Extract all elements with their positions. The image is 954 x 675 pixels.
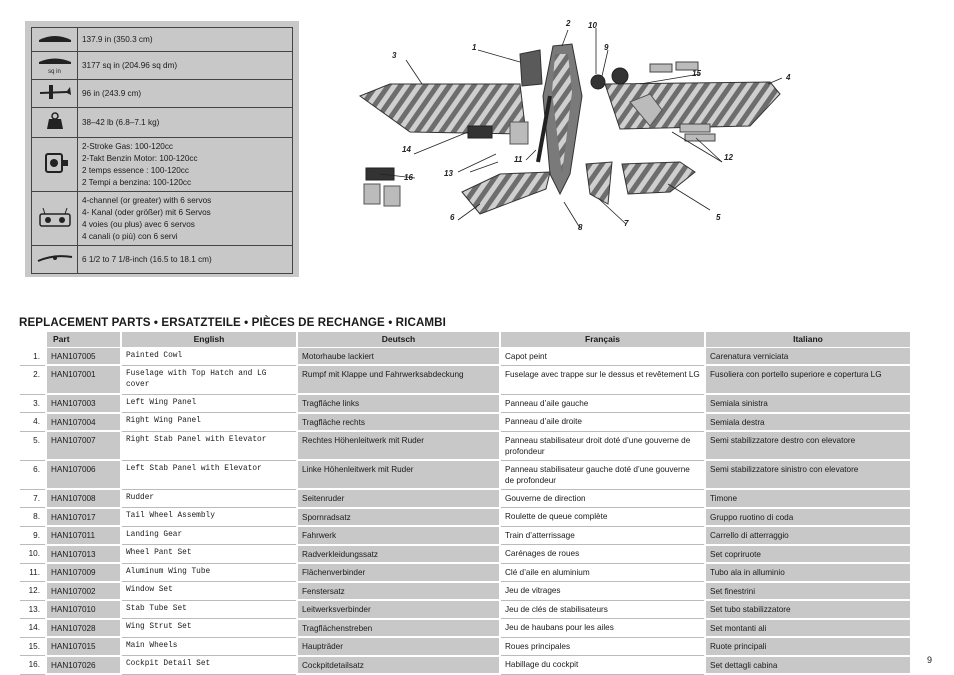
italiano-name: Set copriruote — [705, 545, 911, 564]
spec-line: 6 1/2 to 7 1/8-inch (16.5 to 18.1 cm) — [82, 254, 212, 264]
spec-table — [31, 27, 293, 274]
part-number: HAN107002 — [46, 582, 121, 601]
row-number: 4. — [20, 413, 46, 432]
wingspan-icon — [32, 28, 78, 52]
francais-name: Panneau d’aile droite — [500, 413, 705, 432]
italiano-name: Semiala destra — [705, 413, 911, 432]
part-number: HAN107011 — [46, 526, 121, 545]
table-row — [20, 619, 911, 638]
english-name: Right Stab Panel with Elevator — [121, 431, 297, 460]
spec-value — [78, 108, 293, 138]
replacement-parts-table — [20, 332, 912, 675]
part-number: HAN107005 — [46, 347, 121, 365]
rudder-shape — [586, 162, 612, 204]
deutsch-name: Tragfläche rechts — [297, 413, 500, 432]
francais-name: Panneau d’aile gauche — [500, 394, 705, 413]
francais-name: Gouverne de direction — [500, 489, 705, 508]
english-name: Left Wing Panel — [121, 394, 297, 413]
callout-4: 4 — [786, 73, 791, 82]
header-part: Part — [46, 332, 121, 347]
spec-row — [32, 246, 293, 274]
deutsch-name: Seitenruder — [297, 489, 500, 508]
italiano-name: Set dettagli cabina — [705, 656, 911, 675]
spec-row — [32, 192, 293, 246]
row-number: 1. — [20, 347, 46, 365]
spec-row — [32, 138, 293, 192]
table-header-row — [20, 332, 911, 347]
header-number — [20, 332, 46, 347]
row-number: 15. — [20, 637, 46, 656]
english-name: Fuselage with Top Hatch and LG cover — [121, 365, 297, 394]
part-number: HAN107028 — [46, 619, 121, 638]
callout-16: 16 — [404, 173, 413, 182]
row-number: 6. — [20, 460, 46, 489]
row-number: 13. — [20, 600, 46, 619]
spec-line: 3177 sq in (204.96 sq dm) — [82, 60, 178, 70]
table-row — [20, 431, 911, 460]
table-row — [20, 394, 911, 413]
wing-area-icon — [32, 52, 78, 80]
francais-name: Roues principales — [500, 637, 705, 656]
callout-9: 9 — [604, 43, 609, 52]
engine-icon — [32, 138, 78, 192]
spec-line: 4- Kanal (oder größer) mit 6 Servos — [82, 207, 211, 217]
italiano-name: Ruote principali — [705, 637, 911, 656]
callout-2: 2 — [566, 19, 571, 28]
table-row — [20, 600, 911, 619]
spec-line: 38–42 lb (6.8–7.1 kg) — [82, 117, 160, 127]
part-number: HAN107010 — [46, 600, 121, 619]
francais-name: Carénages de roues — [500, 545, 705, 564]
table-row — [20, 460, 911, 489]
italiano-name: Carrello di atterraggio — [705, 526, 911, 545]
italiano-name: Carenatura verniciata — [705, 347, 911, 365]
deutsch-name: Flächenverbinder — [297, 563, 500, 582]
length-icon — [32, 80, 78, 108]
francais-name: Jeu de clés de stabilisateurs — [500, 600, 705, 619]
table-row — [20, 656, 911, 675]
spec-box — [25, 21, 299, 277]
italiano-name: Set tubo stabilizzatore — [705, 600, 911, 619]
deutsch-name: Rechtes Höhenleitwerk mit Ruder — [297, 431, 500, 460]
english-name: Rudder — [121, 489, 297, 508]
spec-line: 4 voies (ou plus) avec 6 servos — [82, 219, 195, 229]
callout-10: 10 — [588, 21, 597, 30]
italiano-name: Gruppo ruotino di coda — [705, 508, 911, 527]
italiano-name: Set montanti ali — [705, 619, 911, 638]
callout-6: 6 — [450, 213, 455, 222]
table-row — [20, 347, 911, 365]
italiano-name: Fusoliera con portello superiore e copertura LG — [705, 365, 911, 394]
spec-row — [32, 80, 293, 108]
francais-name: Jeu de vitrages — [500, 582, 705, 601]
spec-value — [78, 246, 293, 274]
italiano-name: Semi stabilizzatore destro con elevatore — [705, 431, 911, 460]
radio-icon — [32, 192, 78, 246]
spec-line: 4-channel (or greater) with 6 servos — [82, 195, 212, 205]
part-number: HAN107009 — [46, 563, 121, 582]
spec-line: 4 canali (o più) con 6 servi — [82, 231, 178, 241]
part-number: HAN107013 — [46, 545, 121, 564]
row-number: 16. — [20, 656, 46, 675]
header-deutsch: Deutsch — [297, 332, 500, 347]
italiano-name: Timone — [705, 489, 911, 508]
table-row — [20, 508, 911, 527]
deutsch-name: Leitwerksverbinder — [297, 600, 500, 619]
english-name: Right Wing Panel — [121, 413, 297, 432]
row-number: 2. — [20, 365, 46, 394]
francais-name: Roulette de queue complète — [500, 508, 705, 527]
left-wing-shape — [360, 84, 526, 134]
italiano-name: Tubo ala in alluminio — [705, 563, 911, 582]
prop-icon — [32, 246, 78, 274]
francais-name: Jeu de haubans pour les ailes — [500, 619, 705, 638]
callout-12: 12 — [724, 153, 733, 162]
row-number: 11. — [20, 563, 46, 582]
spec-row — [32, 108, 293, 138]
spec-value — [78, 28, 293, 52]
italiano-name: Semi stabilizzatore sinistro con elevatore — [705, 460, 911, 489]
table-row — [20, 637, 911, 656]
spec-line: 2 Tempi a benzina: 100-120cc — [82, 177, 192, 187]
francais-name: Habillage du cockpit — [500, 656, 705, 675]
header-english: English — [121, 332, 297, 347]
spec-line: 2 temps essence : 100-120cc — [82, 165, 189, 175]
header-italiano: Italiano — [705, 332, 911, 347]
row-number: 7. — [20, 489, 46, 508]
deutsch-name: Haupträder — [297, 637, 500, 656]
callout-1: 1 — [472, 43, 477, 52]
deutsch-name: Fenstersatz — [297, 582, 500, 601]
table-row — [20, 545, 911, 564]
part-number: HAN107017 — [46, 508, 121, 527]
spec-value — [78, 192, 293, 246]
english-name: Tail Wheel Assembly — [121, 508, 297, 527]
callout-7: 7 — [624, 219, 629, 228]
english-name: Window Set — [121, 582, 297, 601]
english-name: Landing Gear — [121, 526, 297, 545]
callout-13: 13 — [444, 169, 453, 178]
row-number: 10. — [20, 545, 46, 564]
section-title: REPLACEMENT PARTS • ERSATZTEILE • PIÈCES DE RECHANGE • RICAMBI — [19, 316, 446, 329]
part-number: HAN107004 — [46, 413, 121, 432]
deutsch-name: Rumpf mit Klappe und Fahrwerksabdeckung — [297, 365, 500, 394]
deutsch-name: Fahrwerk — [297, 526, 500, 545]
deutsch-name: Linke Höhenleitwerk mit Ruder — [297, 460, 500, 489]
row-number: 3. — [20, 394, 46, 413]
francais-name: Train d’atterrissage — [500, 526, 705, 545]
english-name: Cockpit Detail Set — [121, 656, 297, 675]
italiano-name: Semiala sinistra — [705, 394, 911, 413]
spec-line: 96 in (243.9 cm) — [82, 88, 142, 98]
header-francais: Français — [500, 332, 705, 347]
english-name: Stab Tube Set — [121, 600, 297, 619]
english-name: Main Wheels — [121, 637, 297, 656]
part-number: HAN107001 — [46, 365, 121, 394]
table-row — [20, 365, 911, 394]
spec-line: 2-Takt Benzin Motor: 100-120cc — [82, 153, 198, 163]
wing-strut-shape — [468, 126, 492, 138]
callout-3: 3 — [392, 51, 397, 60]
english-name: Wheel Pant Set — [121, 545, 297, 564]
spec-value — [78, 52, 293, 80]
page-number: 9 — [927, 655, 933, 665]
callout-11: 11 — [514, 155, 523, 164]
english-name: Left Stab Panel with Elevator — [121, 460, 297, 489]
english-name: Wing Strut Set — [121, 619, 297, 638]
row-number: 12. — [20, 582, 46, 601]
italiano-name: Set finestrini — [705, 582, 911, 601]
callout-8: 8 — [578, 223, 583, 232]
francais-name: Clé d’aile en aluminium — [500, 563, 705, 582]
exploded-parts-diagram — [350, 14, 800, 246]
right-wing-shape — [605, 82, 780, 129]
main-wheel-shape — [612, 68, 628, 84]
part-number: HAN107003 — [46, 394, 121, 413]
spec-value — [78, 80, 293, 108]
spec-line: 2-Stroke Gas: 100-120cc — [82, 141, 174, 151]
spec-row — [32, 52, 293, 80]
weight-icon — [32, 108, 78, 138]
english-name: Aluminum Wing Tube — [121, 563, 297, 582]
francais-name: Panneau stabilisateur gauche doté d’une gouverne de profondeur — [500, 460, 705, 489]
deutsch-name: Motorhaube lackiert — [297, 347, 500, 365]
deutsch-name: Spornradsatz — [297, 508, 500, 527]
row-number: 8. — [20, 508, 46, 527]
francais-name: Capot peint — [500, 347, 705, 365]
table-row — [20, 582, 911, 601]
part-number: HAN107015 — [46, 637, 121, 656]
spec-line: 137.9 in (350.3 cm) — [82, 34, 153, 44]
callout-15: 15 — [692, 69, 701, 78]
deutsch-name: Tragflächenstreben — [297, 619, 500, 638]
icon-label: sq in — [48, 69, 61, 75]
table-row — [20, 526, 911, 545]
part-number: HAN107007 — [46, 431, 121, 460]
francais-name: Fuselage avec trappe sur le dessus et revêtement LG — [500, 365, 705, 394]
row-number: 9. — [20, 526, 46, 545]
table-row — [20, 563, 911, 582]
deutsch-name: Cockpitdetailsatz — [297, 656, 500, 675]
part-number: HAN107026 — [46, 656, 121, 675]
part-number: HAN107008 — [46, 489, 121, 508]
deutsch-name: Radverkleidungssatz — [297, 545, 500, 564]
deutsch-name: Tragfläche links — [297, 394, 500, 413]
spec-value — [78, 138, 293, 192]
right-stab-shape — [622, 162, 695, 194]
callout-5: 5 — [716, 213, 721, 222]
spec-row — [32, 28, 293, 52]
table-row — [20, 413, 911, 432]
cowl-shape — [520, 50, 542, 86]
english-name: Painted Cowl — [121, 347, 297, 365]
row-number: 5. — [20, 431, 46, 460]
callout-14: 14 — [402, 145, 411, 154]
part-number: HAN107006 — [46, 460, 121, 489]
table-row — [20, 489, 911, 508]
francais-name: Panneau stabilisateur droit doté d’une gouverne de profondeur — [500, 431, 705, 460]
window-set-shape — [650, 64, 672, 72]
row-number: 14. — [20, 619, 46, 638]
